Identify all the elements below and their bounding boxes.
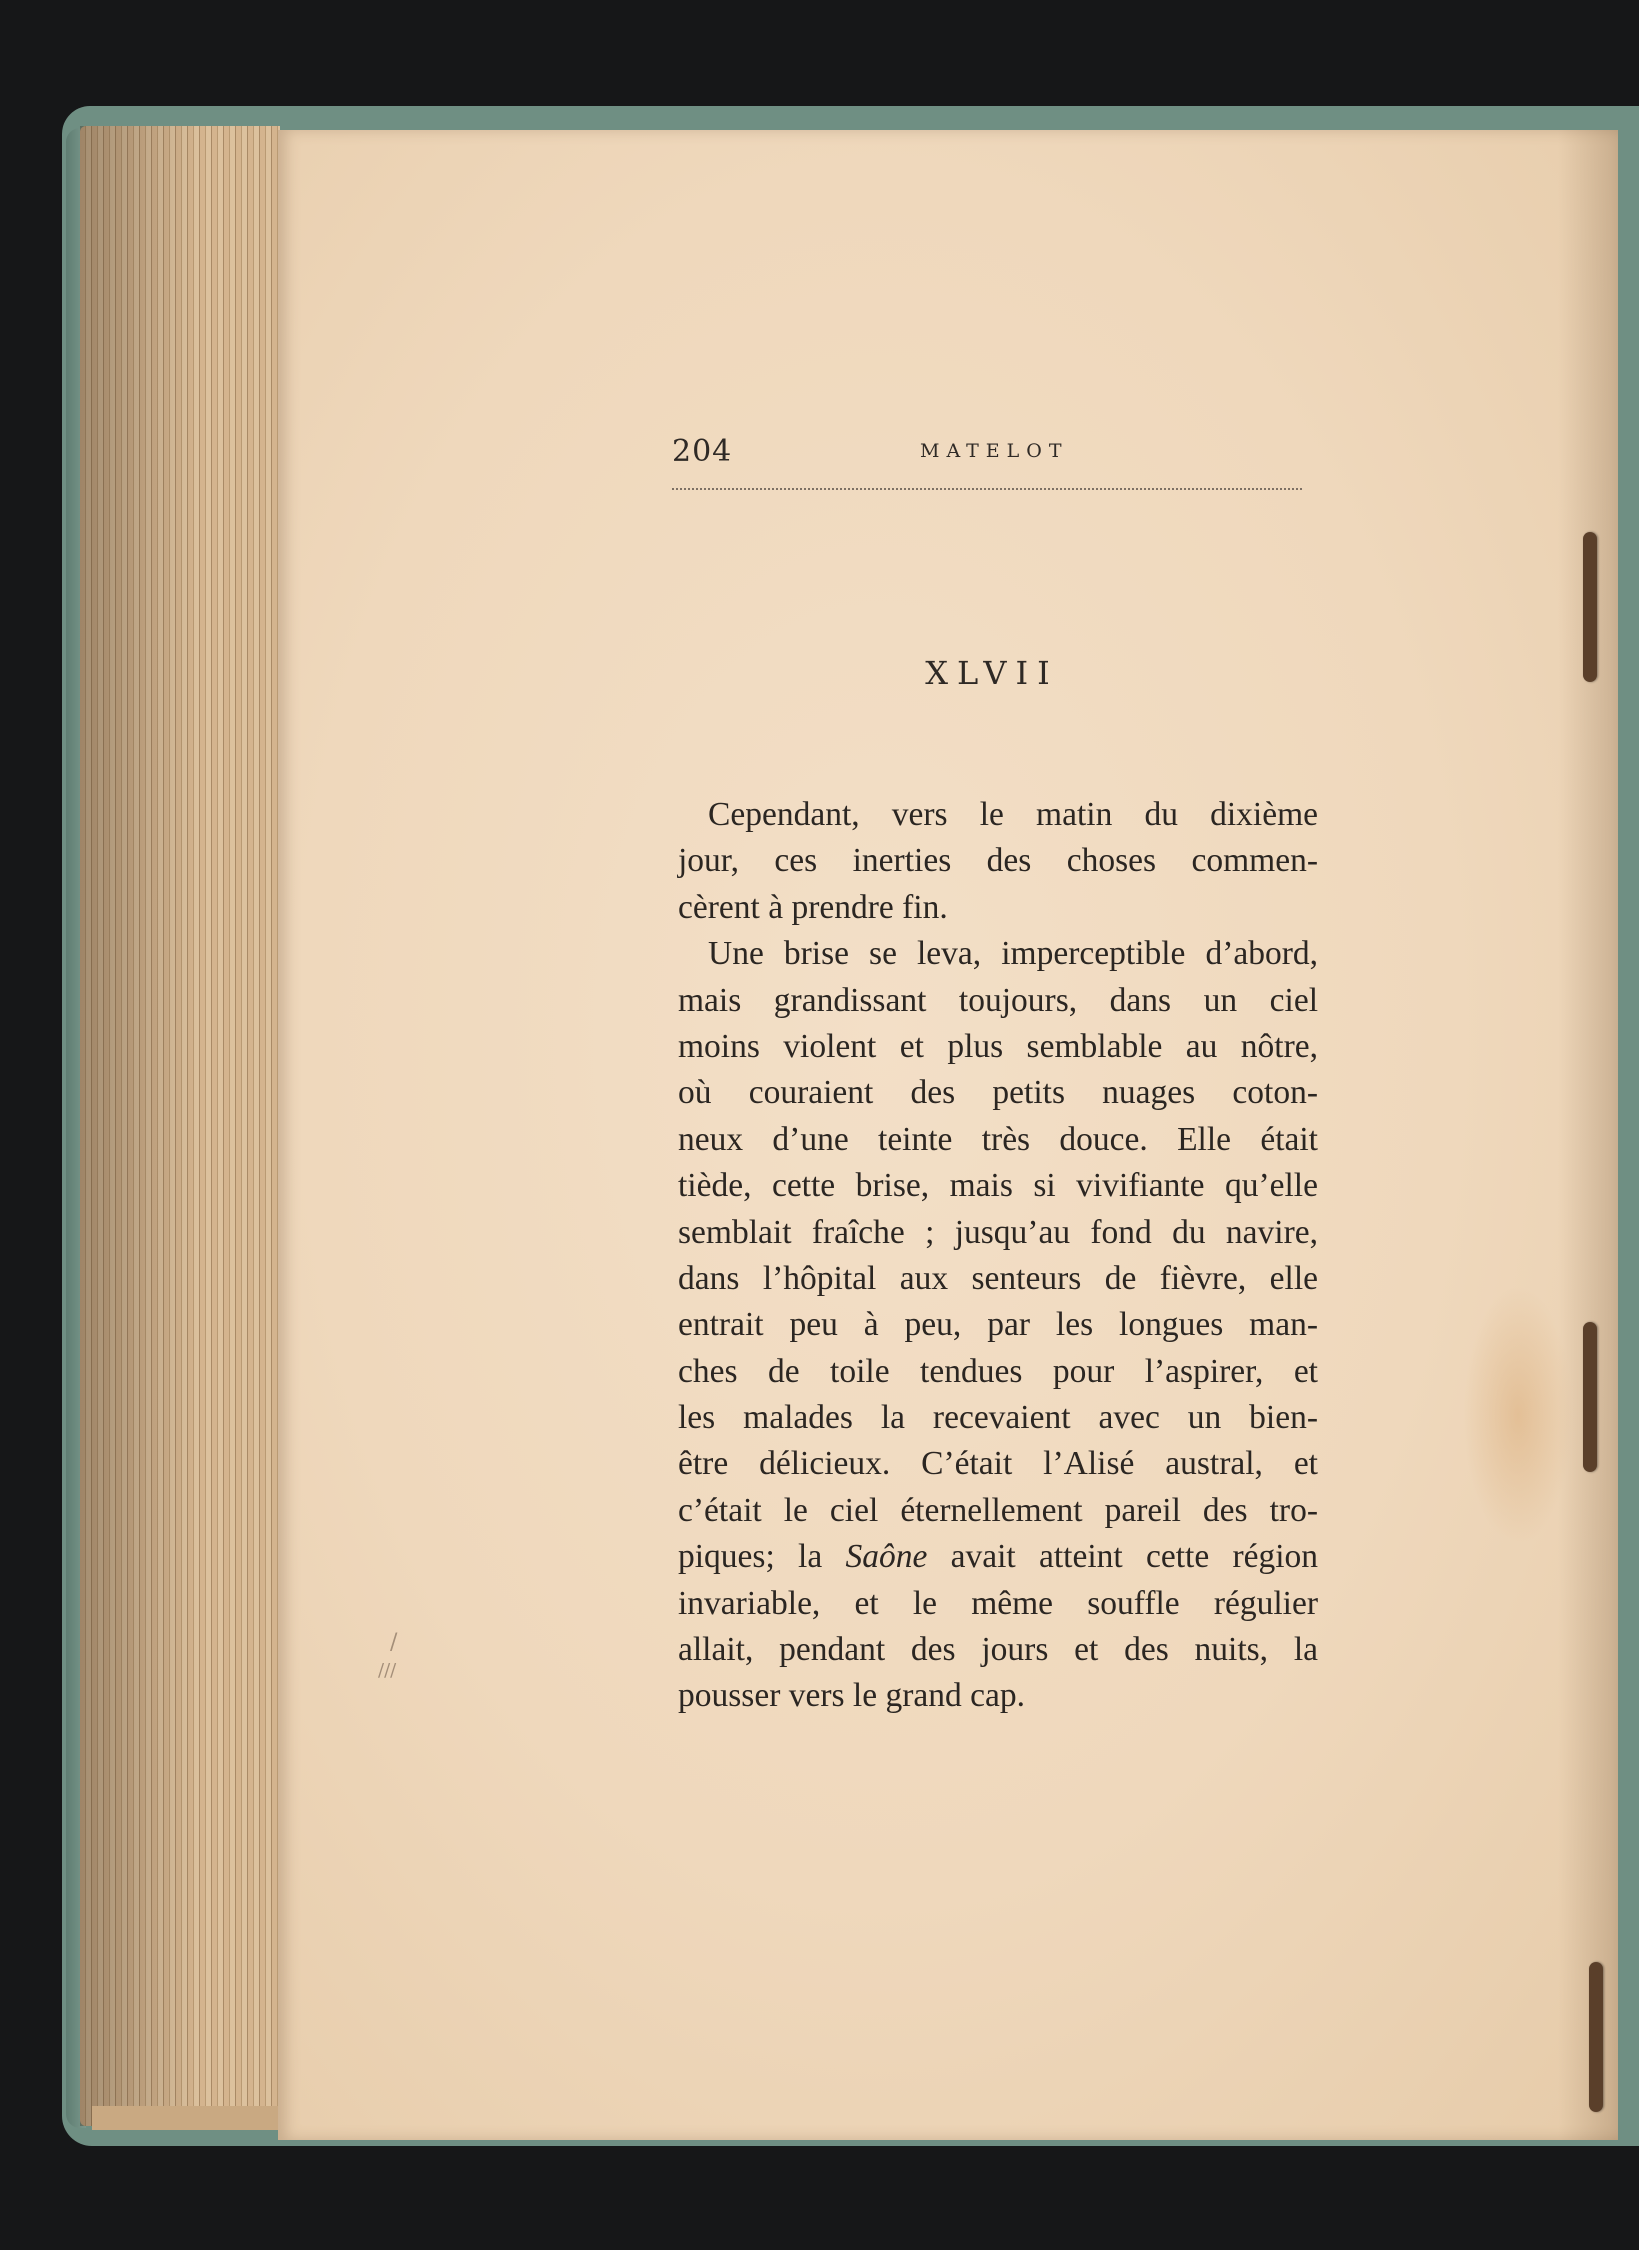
- text-line: invariable, et le même souffle régulier: [678, 1584, 1318, 1622]
- staple-middle: [1583, 1322, 1597, 1472]
- text-line: jour, ces inerties des choses commen-: [678, 842, 1318, 880]
- ship-name: Saône: [845, 1538, 928, 1576]
- page-edges-shadow: [80, 126, 280, 2126]
- text-line: Cependant, vers le matin du dixième: [708, 796, 1318, 833]
- gutter-shadow: [1558, 130, 1618, 2140]
- text-line: les malades la recevaient avec un bien-: [678, 1399, 1318, 1437]
- text-line: moins violent et plus semblable au nôtre,: [678, 1027, 1318, 1065]
- text-line: tiède, cette brise, mais si vivifiante qu’elle: [678, 1167, 1318, 1205]
- text-line: mais grandissant toujours, dans un ciel: [678, 981, 1318, 1019]
- page-number: 204: [672, 434, 733, 469]
- body-text: [678, 792, 1318, 1720]
- text-line: dans l’hôpital aux senteurs de fièvre, elle: [678, 1259, 1318, 1297]
- paper-stain: [1463, 1285, 1573, 1545]
- text-line: c’était le ciel éternellement pareil des tro-: [678, 1491, 1318, 1529]
- text-line: ches de toile tendues pour l’aspirer, et: [678, 1352, 1318, 1390]
- text-line: semblait fraîche ; jusqu’au fond du navire,: [678, 1213, 1318, 1251]
- text-line: pousser vers le grand cap.: [678, 1677, 1025, 1715]
- text-line: Une brise se leva, imperceptible d’abord,: [708, 935, 1318, 973]
- running-title: MATELOT: [920, 440, 1069, 462]
- running-header: [672, 434, 1302, 494]
- text-line-with-ship-name: [678, 1534, 1318, 1580]
- text-line: cèrent à prendre fin.: [678, 888, 948, 926]
- page-edges-bottom: [92, 2106, 282, 2130]
- staple-bottom: [1589, 1962, 1603, 2112]
- header-dotted-rule: [672, 488, 1302, 490]
- staple-top: [1583, 532, 1597, 682]
- text-line: neux d’une teinte très douce. Elle était: [678, 1120, 1318, 1158]
- text-fragment: avait atteint cette région: [950, 1538, 1319, 1576]
- text-line: être délicieux. C’était l’Alisé austral, et: [678, 1445, 1318, 1483]
- pencil-mark: ///: [378, 1660, 397, 1681]
- text-line: entrait peu à peu, par les longues man-: [678, 1306, 1318, 1344]
- chapter-title: XLVII: [925, 654, 1059, 692]
- pencil-mark: /: [390, 1630, 398, 1655]
- text-fragment: piques; la: [678, 1538, 823, 1576]
- text-line: où couraient des petits nuages coton-: [678, 1074, 1318, 1112]
- text-line: allait, pendant des jours et des nuits, la: [678, 1631, 1318, 1669]
